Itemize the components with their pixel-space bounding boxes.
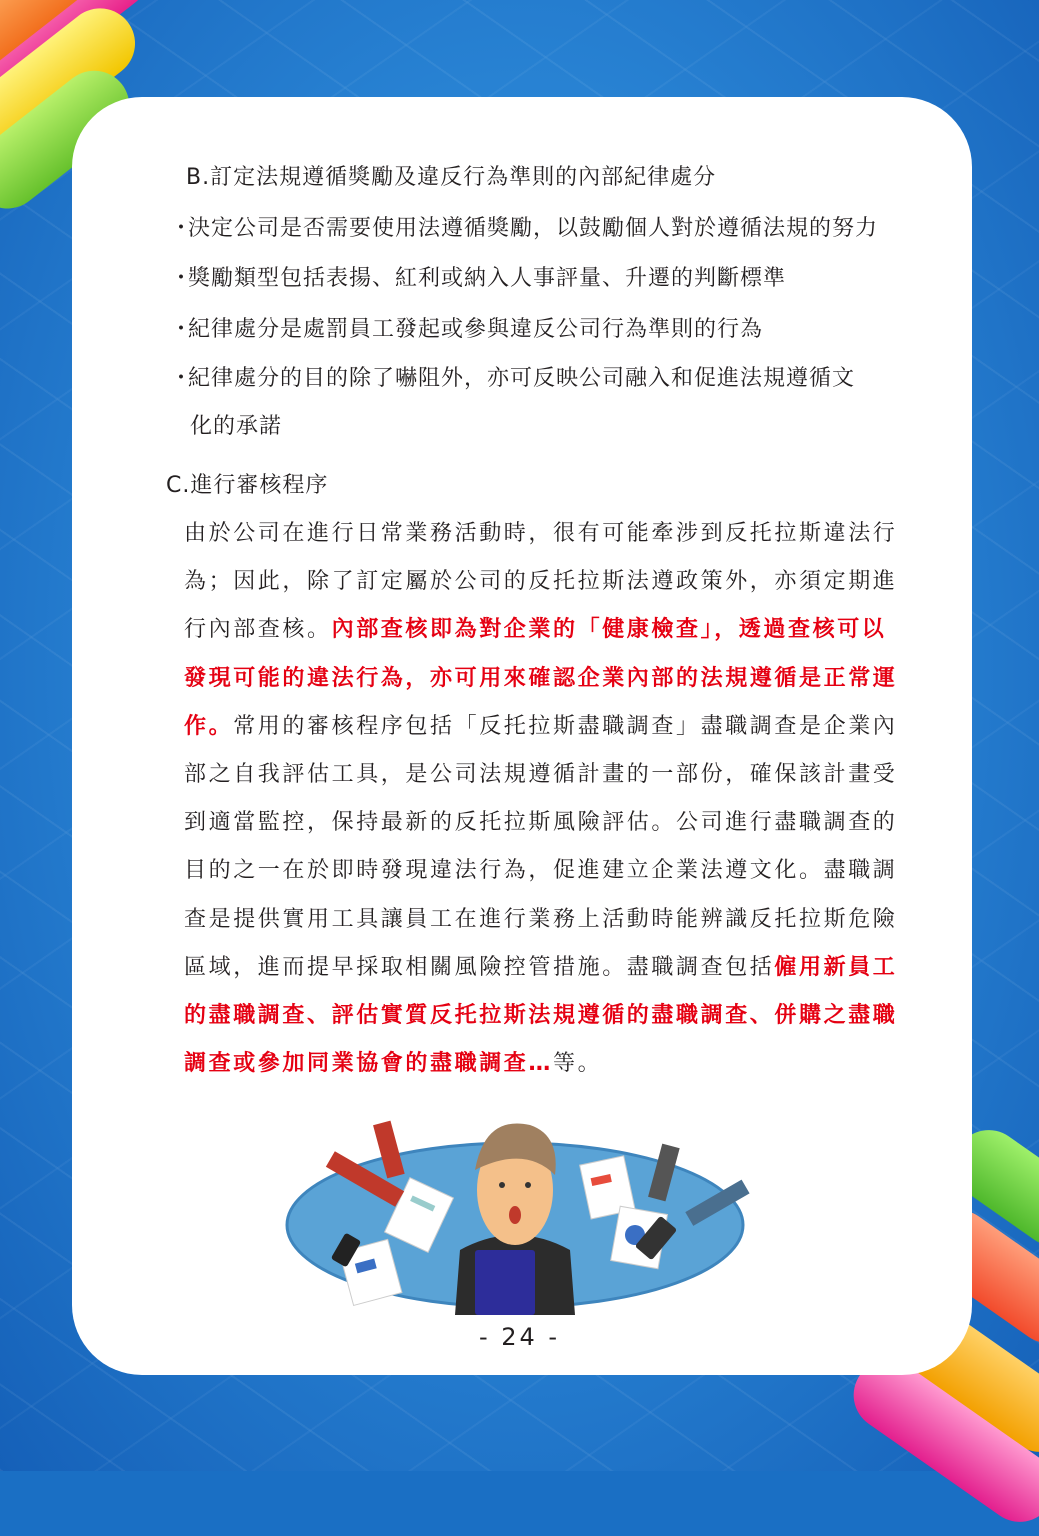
bullet-continuation: 化的承諾 — [190, 414, 283, 439]
paragraph-line — [184, 606, 904, 654]
paragraph-line — [184, 510, 904, 558]
body-text: 到適當監控，保持最新的反托拉斯風險評估。公司進行盡職調查的 — [184, 810, 898, 836]
paragraph-line — [184, 847, 904, 895]
paragraph-line — [184, 992, 904, 1040]
body-text: 常用的審核程序包括「反托拉斯盡職調查」盡職調查是企業內 — [233, 713, 898, 739]
bullet-item: ・紀律處分的目的除了嚇阻外，亦可反映公司融入和促進法規遵循文 — [170, 361, 855, 392]
highlighted-text: 的盡職調查、評估實質反托拉斯法規遵循的盡職調查、併購之盡職 — [184, 1002, 898, 1028]
body-text: 等。 — [553, 1051, 603, 1077]
paragraph-line — [184, 751, 904, 799]
bullet-mark: ・ — [170, 266, 194, 291]
highlighted-text: 作。 — [184, 713, 234, 739]
bullet-mark: ・ — [170, 366, 194, 391]
body-text: 部之自我評估工具，是公司法規遵循計畫的一部份，確保該計畫受 — [184, 761, 898, 787]
highlighted-text: 發現可能的違法行為，亦可用來確認企業內部的法規遵循是正常運 — [184, 665, 898, 691]
paragraph-line — [184, 558, 904, 606]
body-text: 由於公司在進行日常業務活動時，很有可能牽涉到反托拉斯違法行 — [184, 521, 898, 546]
paragraph-line — [184, 655, 904, 703]
bullet-mark: ・ — [170, 216, 194, 241]
bullet-mark: ・ — [170, 317, 194, 342]
body-text: 行內部查核。 — [184, 617, 332, 643]
business-meeting-illustration — [285, 1100, 755, 1315]
section-c-heading: C.進行審核程序 — [166, 473, 329, 498]
section-c-paragraph — [184, 510, 904, 1088]
body-text: 目的之一在於即時發現違法行為，促進建立企業法遵文化。盡職調 — [184, 858, 898, 884]
bullet-item: ・獎勵類型包括表揚、紅利或納入人事評量、升遷的判斷標準 — [170, 261, 786, 292]
highlighted-text: 調查或參加同業協會的盡職調查… — [184, 1051, 554, 1077]
body-text: 為；因此，除了訂定屬於公司的反托拉斯法遵政策外，亦須定期進 — [184, 569, 898, 595]
paragraph-line — [184, 703, 904, 751]
bullet-item: ・紀律處分是處罰員工發起或參與違反公司行為準則的行為 — [170, 312, 763, 343]
highlighted-text: 僱用新員工 — [774, 954, 898, 980]
body-text: 區域，進而提早採取相關風險控管措施。盡職調查包括 — [184, 954, 775, 980]
clipboard-icon — [475, 1250, 535, 1315]
paragraph-line — [184, 799, 904, 847]
page-number: - 24 - — [478, 1323, 561, 1351]
section-b-heading: B.訂定法規遵循獎勵及違反行為準則的內部紀律處分 — [186, 165, 717, 190]
paragraph-line — [184, 944, 904, 992]
body-text: 查是提供實用工具讓員工在進行業務上活動時能辨識反托拉斯危險 — [184, 906, 898, 932]
bullet-item: ・決定公司是否需要使用法遵循獎勵，以鼓勵個人對於遵循法規的努力 — [170, 211, 878, 242]
paragraph-line — [184, 896, 904, 944]
paragraph-line — [184, 1040, 904, 1088]
highlighted-text: 內部查核即為對企業的「健康檢查」，透過查核可以 — [331, 617, 887, 643]
